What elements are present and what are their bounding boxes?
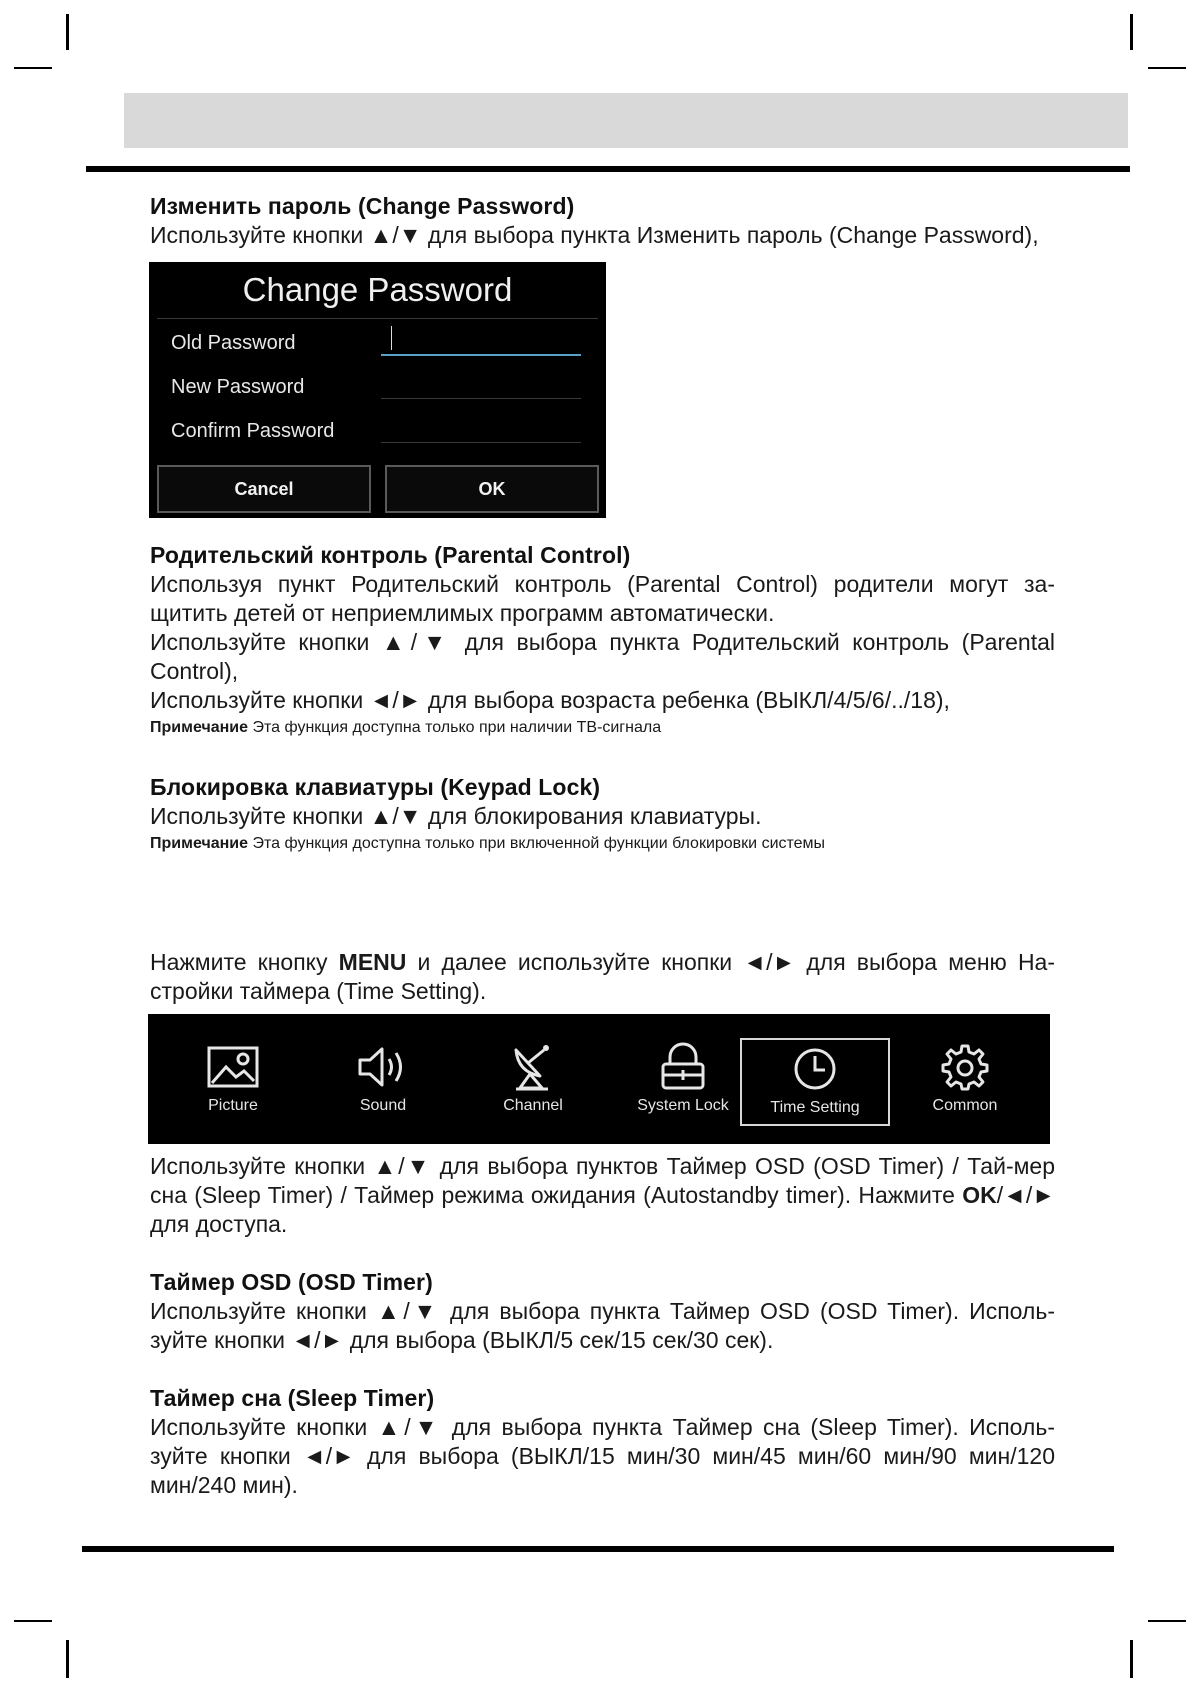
change-password-section xyxy=(150,192,1055,250)
sound-icon xyxy=(354,1042,412,1092)
section-heading: Родительский контроль (Parental Control) xyxy=(150,542,631,568)
intro-part2: и далее используйте кнопки ◄/► для выбора меню На-стройки таймера (Time Setting). xyxy=(150,949,1056,1004)
note-label: Примечание xyxy=(150,835,249,852)
clock-icon xyxy=(786,1044,844,1094)
menu-item-label: System Lock xyxy=(637,1097,729,1114)
picture-icon xyxy=(204,1042,262,1092)
timer-text-part1: Используйте кнопки ▲/▼ для выбора пунктов Таймер OSD (OSD Timer) / Тай-мер сна (Sleep Timer) / Таймер режима ожидания (Autostandby timer). Нажмите xyxy=(150,1153,1055,1208)
menu-item-time-setting[interactable] xyxy=(740,1038,890,1126)
menu-item-system-lock[interactable] xyxy=(608,1038,758,1126)
old-password-label: Old Password xyxy=(171,332,296,354)
header-bar xyxy=(124,93,1128,148)
osd-timer-section xyxy=(150,1268,1055,1355)
intro-part1: Нажмите кнопку xyxy=(150,949,328,975)
change-password-dialog xyxy=(149,262,606,518)
top-rule xyxy=(86,166,1130,172)
menu-item-common[interactable] xyxy=(890,1038,1040,1126)
parental-control-section xyxy=(150,541,1055,739)
section-text: Используйте кнопки ▲/▼ для выбора пункта Таймер сна (Sleep Timer). Исполь-зуйте кнопки ◄/► для выбора (ВЫКЛ/15 мин/30 мин/45 мин/60 мин/90 мин/120 мин/240 мин). xyxy=(150,1414,1055,1498)
bottom-rule xyxy=(82,1546,1114,1552)
section-text: Используя пункт Родительский контроль (Parental Control) родители могут за-щитить детей от неприемлимых программ автоматически. xyxy=(150,571,1055,626)
section-text xyxy=(150,948,1055,1006)
section-text xyxy=(150,1152,1055,1239)
timer-text-part2: /◄/► для доступа. xyxy=(150,1182,1056,1237)
menu-word: MENU xyxy=(338,949,407,975)
note-text: Эта функция доступна только при включенной функции блокировки системы xyxy=(252,835,826,852)
section-heading: Таймер сна (Sleep Timer) xyxy=(150,1385,435,1411)
menu-item-label: Time Setting xyxy=(770,1099,860,1116)
old-password-field[interactable] xyxy=(381,324,581,356)
new-password-field[interactable] xyxy=(381,368,581,399)
menu-item-label: Picture xyxy=(208,1097,258,1114)
crop-mark xyxy=(1130,1640,1133,1678)
crop-mark xyxy=(66,1640,69,1678)
menu-item-label: Channel xyxy=(503,1097,563,1114)
section-text: Используйте кнопки ◄/► для выбора возраста ребенка (ВЫКЛ/4/5/6/../18), xyxy=(150,687,950,713)
menu-item-label: Sound xyxy=(359,1097,407,1114)
section-heading: Изменить пароль (Change Password) xyxy=(150,193,575,219)
channel-icon xyxy=(504,1042,562,1092)
section-note xyxy=(150,717,1055,739)
crop-mark xyxy=(14,67,52,69)
timer-select-section xyxy=(150,1152,1055,1239)
section-text: Используйте кнопки ▲/▼ для выбора пункта Таймер OSD (OSD Timer). Исполь-зуйте кнопки ◄/► для выбора (ВЫКЛ/5 сек/15 сек/30 сек). xyxy=(150,1298,1055,1353)
crop-mark xyxy=(1148,1620,1186,1622)
crop-mark xyxy=(1148,67,1186,69)
menu-item-sound[interactable] xyxy=(308,1038,458,1126)
menu-item-channel[interactable] xyxy=(458,1038,608,1126)
dialog-title: Change Password xyxy=(242,271,513,308)
lock-icon xyxy=(654,1042,712,1092)
section-text: Используйте кнопки ▲/▼ для блокирования клавиатуры. xyxy=(150,803,762,829)
crop-mark xyxy=(14,1620,52,1622)
cancel-button[interactable]: Cancel xyxy=(157,465,371,513)
time-setting-intro xyxy=(150,948,1055,1006)
ok-word: OK xyxy=(962,1182,997,1208)
dialog-divider xyxy=(157,318,598,319)
note-label: Примечание xyxy=(150,719,249,736)
section-heading: Таймер OSD (OSD Timer) xyxy=(150,1269,433,1295)
section-text: Используйте кнопки ▲/▼ для выбора пункта Родительский контроль (Parental Control), xyxy=(150,629,1055,684)
confirm-password-field[interactable] xyxy=(381,412,581,443)
sleep-timer-section xyxy=(150,1384,1055,1500)
keypad-lock-section xyxy=(150,773,1055,855)
section-note xyxy=(150,833,1055,855)
menu-item-label: Common xyxy=(932,1097,998,1114)
menu-item-picture[interactable] xyxy=(158,1038,308,1126)
section-text: Используйте кнопки ▲/▼ для выбора пункта Изменить пароль (Change Password), xyxy=(150,222,1039,248)
tv-menu-bar xyxy=(148,1014,1050,1144)
new-password-label: New Password xyxy=(171,376,305,398)
section-heading: Блокировка клавиатуры (Keypad Lock) xyxy=(150,774,601,800)
note-text: Эта функция доступна только при наличии ТВ-сигнала xyxy=(252,719,662,736)
crop-mark xyxy=(1130,14,1133,50)
crop-mark xyxy=(66,14,69,50)
gear-icon xyxy=(936,1042,994,1092)
confirm-password-label: Confirm Password xyxy=(171,420,335,442)
ok-button[interactable]: OK xyxy=(385,465,599,513)
text-caret xyxy=(391,326,392,350)
